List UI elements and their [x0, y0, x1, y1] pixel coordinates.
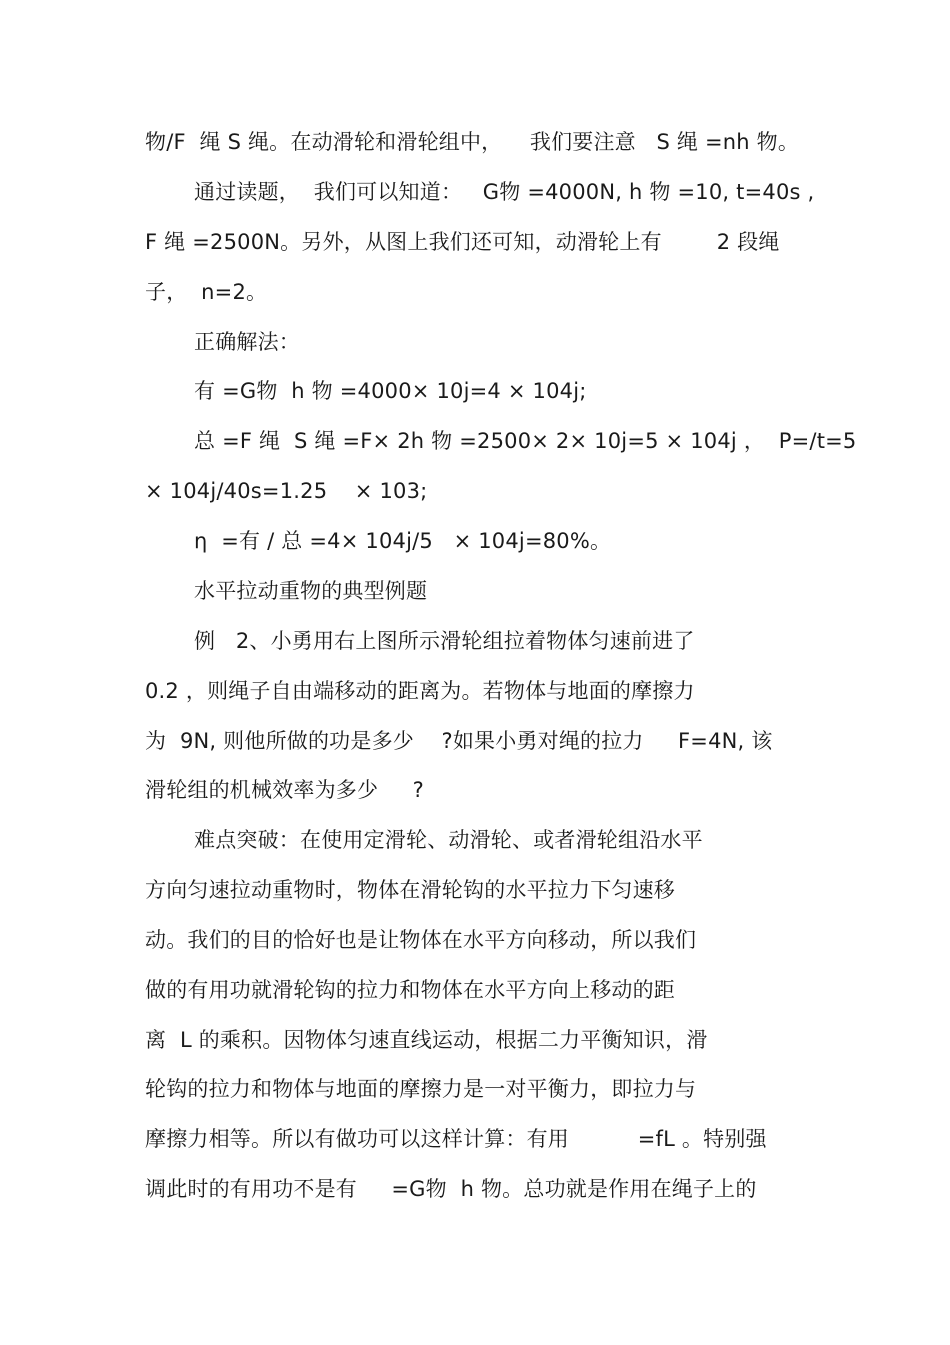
text-line-21: 摩擦力相等。所以有做功可以这样计算：有用 =fL 。特别强 — [145, 1127, 767, 1151]
text-line-15: 难点突破：在使用定滑轮、动滑轮、或者滑轮组沿水平 — [194, 828, 703, 852]
text-line-2: 通过读题， 我们可以知道： G物 =4000N, h 物 =10, t=40s , — [194, 180, 815, 204]
text-line-13: 为 9N, 则他所做的功是多少 ?如果小勇对绳的拉力 F=4N, 该 — [145, 729, 773, 753]
text-line-14: 滑轮组的机械效率为多少 ? — [145, 778, 424, 802]
text-line-1: 物/F 绳 S 绳。在动滑轮和滑轮组中， 我们要注意 S 绳 =nh 物。 — [145, 130, 800, 154]
text-line-9: η =有 / 总 =4× 104j/5 × 104j=80%。 — [194, 529, 612, 553]
text-line-10: 水平拉动重物的典型例题 — [194, 579, 428, 603]
text-line-18: 做的有用功就滑轮钩的拉力和物体在水平方向上移动的距 — [145, 978, 675, 1002]
text-line-3: F 绳 =2500N。另外，从图上我们还可知，动滑轮上有 2 段绳 — [145, 230, 780, 254]
text-line-22: 调此时的有用功不是有 =G物 h 物。总功就是作用在绳子上的 — [145, 1177, 757, 1201]
text-line-8: × 104j/40s=1.25 × 103; — [145, 479, 428, 503]
text-line-12: 0.2 ，则绳子自由端移动的距离为。若物体与地面的摩擦力 — [145, 679, 695, 703]
text-line-5: 正确解法： — [194, 330, 300, 354]
text-line-7: 总 =F 绳 S 绳 =F× 2h 物 =2500× 2× 10j=5 × 104j ， P=/t=5 — [194, 429, 857, 453]
text-line-19: 离 L 的乘积。因物体匀速直线运动，根据二力平衡知识，滑 — [145, 1028, 708, 1052]
text-line-11: 例 2、小勇用右上图所示滑轮组拉着物体匀速前进了 — [194, 629, 695, 653]
text-line-20: 轮钩的拉力和物体与地面的摩擦力是一对平衡力，即拉力与 — [145, 1077, 697, 1101]
text-line-17: 动。我们的目的恰好也是让物体在水平方向移动，所以我们 — [145, 928, 697, 952]
text-line-16: 方向匀速拉动重物时，物体在滑轮钩的水平拉力下匀速移 — [145, 878, 675, 902]
text-line-6: 有 =G物 h 物 =4000× 10j=4 × 104j; — [194, 379, 587, 403]
text-line-4: 子， n=2。 — [145, 280, 268, 304]
